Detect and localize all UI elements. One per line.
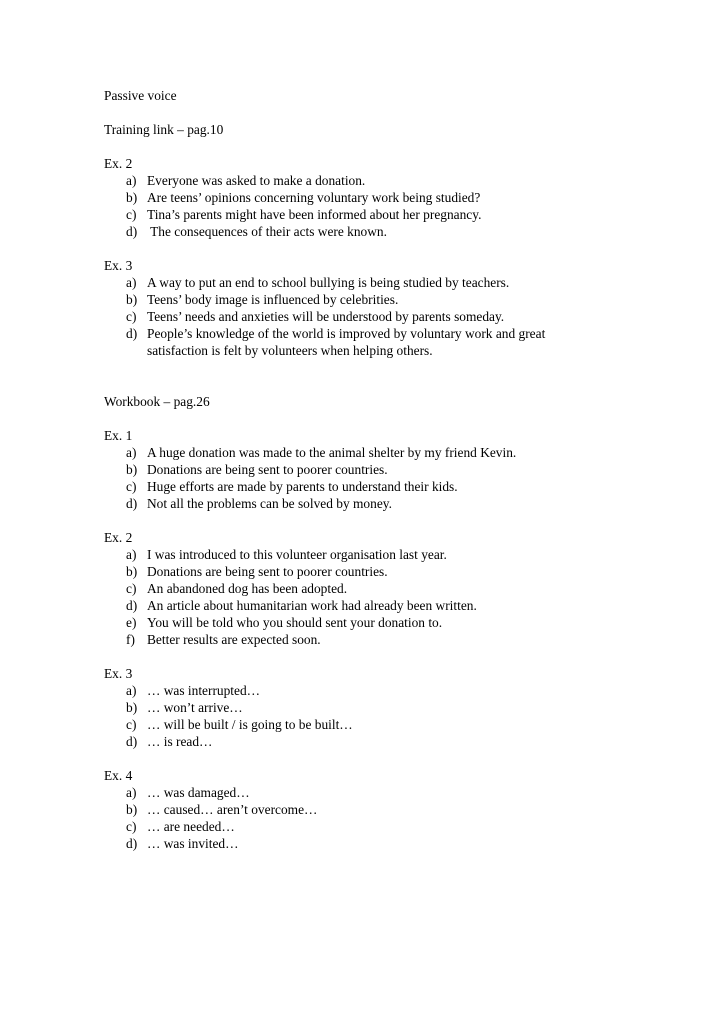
list-item [104,835,704,852]
item-letter: c) [126,581,137,596]
item-text: … will be built / is going to be built… [147,717,353,732]
item-text: The consequences of their acts were known. [147,224,387,239]
item-letter: d) [126,496,138,511]
item-text: Better results are expected soon. [147,632,321,647]
item-text: Tina’s parents might have been informed about her pregnancy. [147,207,482,222]
exercise-label: Ex. 1 [104,428,133,443]
item-text-line-1: People’s knowledge of the world is improved by voluntary work and great [147,326,546,341]
item-text: A way to put an end to school bullying is being studied by teachers. [147,275,510,290]
document-title: Passive voice [104,88,177,103]
list-item [104,801,704,818]
item-text: A huge donation was made to the animal shelter by my friend Kevin. [147,445,517,460]
exercise-label: Ex. 2 [104,530,133,545]
item-text: Teens’ needs and anxieties will be understood by parents someday. [147,309,505,324]
list-item [104,563,704,580]
list-item [104,818,704,835]
list-item [104,478,704,495]
list-item [104,172,704,189]
item-text: Not all the problems can be solved by money. [147,496,392,511]
section-heading-workbook: Workbook – pag.26 [104,394,210,409]
list-item [104,206,704,223]
list-item [104,784,704,801]
exercise-label: Ex. 3 [104,666,133,681]
item-text [147,325,647,359]
item-letter: a) [126,785,137,800]
item-text: I was introduced to this volunteer organisation last year. [147,547,447,562]
item-text: Donations are being sent to poorer countries. [147,462,388,477]
list-item [104,325,704,359]
exercise-label: Ex. 4 [104,768,133,783]
exercise-label: Ex. 2 [104,156,133,171]
list-item [104,274,704,291]
item-letter: c) [126,207,137,222]
list-item [104,223,704,240]
item-letter: d) [126,836,138,851]
item-letter: a) [126,173,137,188]
item-text: … was damaged… [147,785,250,800]
exercise-label: Ex. 3 [104,258,133,273]
list-item [104,189,704,206]
list-item [104,461,704,478]
document-page [104,87,704,852]
item-letter: f) [126,632,135,647]
item-letter: b) [126,462,138,477]
item-text-line-2: satisfaction is felt by volunteers when helping others. [147,343,433,358]
list-item [104,546,704,563]
item-letter: c) [126,479,137,494]
item-text: Teens’ body image is influenced by celebrities. [147,292,399,307]
item-letter: b) [126,190,138,205]
item-letter: b) [126,564,138,579]
item-text: You will be told who you should sent your donation to. [147,615,443,630]
item-text: … won’t arrive… [147,700,243,715]
item-letter: b) [126,292,138,307]
item-text: Donations are being sent to poorer countries. [147,564,388,579]
item-letter: c) [126,819,137,834]
item-text: … caused… aren’t overcome… [147,802,318,817]
item-letter: b) [126,802,138,817]
item-letter: d) [126,224,138,239]
list-item [104,682,704,699]
item-letter: d) [126,326,138,341]
item-letter: c) [126,309,137,324]
item-text: An abandoned dog has been adopted. [147,581,348,596]
item-text: Huge efforts are made by parents to understand their kids. [147,479,458,494]
item-letter: d) [126,734,138,749]
list-item [104,716,704,733]
item-text: … was interrupted… [147,683,261,698]
item-letter: b) [126,700,138,715]
list-item [104,614,704,631]
list-item [104,733,704,750]
list-item [104,308,704,325]
item-letter: c) [126,717,137,732]
item-letter: e) [126,615,137,630]
item-letter: d) [126,598,138,613]
item-text: An article about humanitarian work had already been written. [147,598,477,613]
item-letter: a) [126,275,137,290]
list-item [104,699,704,716]
item-text: … was invited… [147,836,239,851]
item-letter: a) [126,547,137,562]
list-item [104,580,704,597]
item-letter: a) [126,683,137,698]
list-item [104,495,704,512]
section-heading-training-link: Training link – pag.10 [104,122,224,137]
item-text: Are teens’ opinions concerning voluntary work being studied? [147,190,481,205]
item-text: … are needed… [147,819,235,834]
list-item [104,444,704,461]
list-item [104,291,704,308]
list-item [104,597,704,614]
item-text: … is read… [147,734,213,749]
item-text: Everyone was asked to make a donation. [147,173,366,188]
list-item [104,631,704,648]
item-letter: a) [126,445,137,460]
